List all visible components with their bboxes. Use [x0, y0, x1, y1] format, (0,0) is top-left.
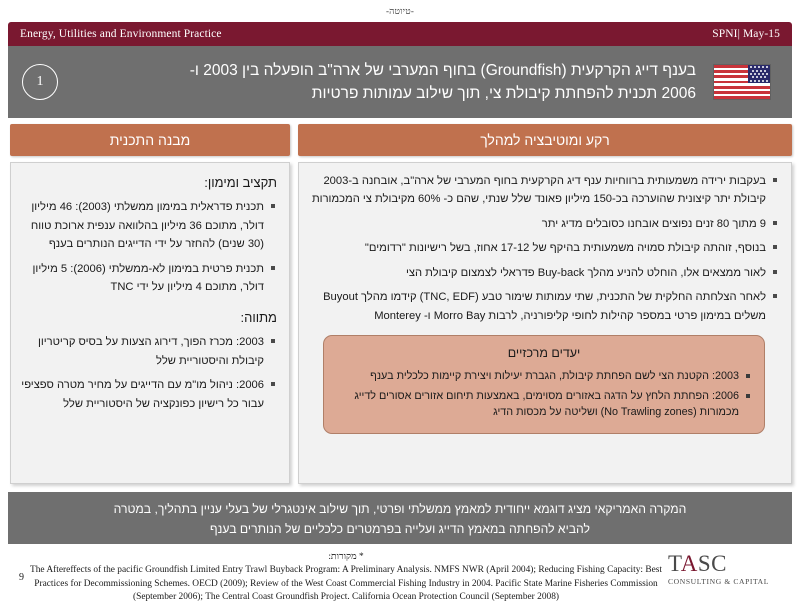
practice-name-label: Energy, Utilities and Environment Practice: [20, 28, 222, 40]
tasc-logo: [668, 550, 792, 586]
page-title: [64, 59, 700, 106]
column-background-motivation: [298, 124, 792, 484]
budget-section-title: תקציב ומימון:: [204, 175, 277, 190]
client-date-label: SPNI| May-15: [712, 28, 780, 40]
column-heading-left: מבנה התכנית: [10, 124, 290, 156]
draft-marker-row: [0, 0, 800, 22]
budget-bullet-list: [21, 198, 277, 296]
tasc-logo-sc: SC: [697, 551, 727, 576]
page-title-line-1: בענף דייג הקרקעית (Groundfish) בחוף המערבי של ארה"ב הופעלה בין 2003 ו-: [189, 61, 696, 79]
list-item: 2003: מכרז הפוך, דירוג הצעות על בסיס קריטריון קיבולת והיסטוריית שלל: [21, 333, 277, 370]
list-item: 9 מתוך 80 זנים נפוצים אובחנו כסובלים מדיג יתר: [309, 215, 779, 233]
slide-footer: [8, 550, 792, 603]
list-item: בנוסף, זוהתה קיבולת סמויה משמעותית בהיקף של 17-12 אחוז, בשל רישיונות "רדומים": [309, 239, 779, 257]
tasc-logo-t: T: [668, 551, 681, 576]
draft-marker-text: -טיוטה-: [385, 6, 415, 16]
key-goals-title: יעדים מרכזיים: [507, 346, 581, 361]
summary-takeaway-bar: [8, 492, 792, 544]
slide-number-badge: 1: [22, 64, 58, 100]
framework-bullet-list: [21, 333, 277, 413]
us-flag-icon: [714, 65, 770, 99]
column-body-right: [298, 162, 792, 484]
list-item: 2006: הפחתת הלחץ על הדגה באזורים מסוימים, באמצעות תיחום אזורים אסורים לדייג מכמורות (No Trawling zones) ושליטה על מכסות הדיג: [336, 388, 752, 421]
summary-line-1: המקרה האמריקאי מציג דוגמא ייחודית למאמץ ממשלתי ופרטי, תוך שילוב אינטגרלי של בעלי עניין בתהליך, במטרה: [113, 502, 687, 516]
sources-note: [24, 550, 668, 604]
list-item: תכנית פדראלית במימון ממשלתי (2003): 46 מיליון דולר, מתוכם 36 מיליון בהלוואה ענפית ארוכת טווח (30 שנים) להחזר על ידי הדייגים הנותרים בענף: [21, 198, 277, 253]
framework-section-title: מתווה:: [240, 309, 277, 325]
page-title-line-2: 2006 תכנית להפחתת קיבולת צי, תוך שילוב עמותות פרטיות: [311, 85, 696, 102]
list-item: 2003: הקטנת הצי לשם הפחתת קיבולת, הגברת יעילות ויצירת קיימות כלכלית בענף: [336, 368, 752, 385]
key-goals-list: [336, 368, 752, 421]
column-heading-right: רקע ומוטיבציה למהלך: [298, 124, 792, 156]
column-body-left: [10, 162, 290, 484]
sources-text: The Aftereffects of the pacific Groundfish Limited Entry Trawl Buyback Program: A Preliminary Analysis. NMFS NWR (April 2004); Reducing Fishing Capacity: Best Practices for Decommissioning Schemes. OECD (2009); Review of the West Coast Commercial Fishing Industry in 2004. Pacific State Marine Fisheries Commission (September 2006); The Central Coast Groundfish Project. California Ocean Protection Council (September 2008): [29, 565, 663, 603]
list-item: לאחר הצלחתה החלקית של התכנית, שתי עמותות שימור טבע (TNC, EDF) קידמו מהלך Buyout משלים במימון פרטי במספר קהילות לחופי קליפורניה, לרבות Morro Bay ו- Monterey: [309, 288, 779, 325]
flag-canton: [748, 65, 770, 83]
slide-title-band: [8, 46, 792, 118]
summary-line-2: להביא להפחתה במאמץ הדייג ועלייה בפרמטרים כלכליים של הנותרים בענף: [210, 521, 590, 536]
sources-label: * מקורות:: [328, 552, 364, 562]
key-goals-box: [323, 335, 765, 434]
motivation-bullet-list: [309, 172, 779, 325]
tasc-logo-tagline: CONSULTING & CAPITAL: [668, 577, 769, 586]
tasc-logo-a-accent: A: [680, 551, 698, 576]
list-item: תכנית פרטית במימון לא-ממשלתי (2006): 5 מיליון דולר, מתוכם 4 מיליון על ידי TNC: [21, 260, 277, 297]
list-item: 2006: ניהול מו"מ עם הדייגים על מחיר מטרה ספציפי עבור כל רישיון כפונקציה של היסטוריית שלל: [21, 376, 277, 413]
page-number: 9: [19, 572, 24, 583]
column-program-structure: [10, 124, 290, 484]
content-columns: [8, 124, 792, 484]
tasc-logo-wordmark: [668, 552, 727, 575]
list-item: בעקבות ירידה משמעותית ברווחיות ענף דיג הקרקעית בחוף המערבי של ארה"ב, אובחנה ב-2003 קיבולת יתר קיצונית שהוערכה בכ-150 מיליון פאונד שלל שנתי, שהם כ- 60% מקיבולת צי המכמורות: [309, 172, 779, 209]
slide-header-bar: [8, 22, 792, 46]
list-item: לאור ממצאים אלו, הוחלט להניע מהלך Buy-back פדראלי לצמצום קיבולת הצי: [309, 264, 779, 282]
